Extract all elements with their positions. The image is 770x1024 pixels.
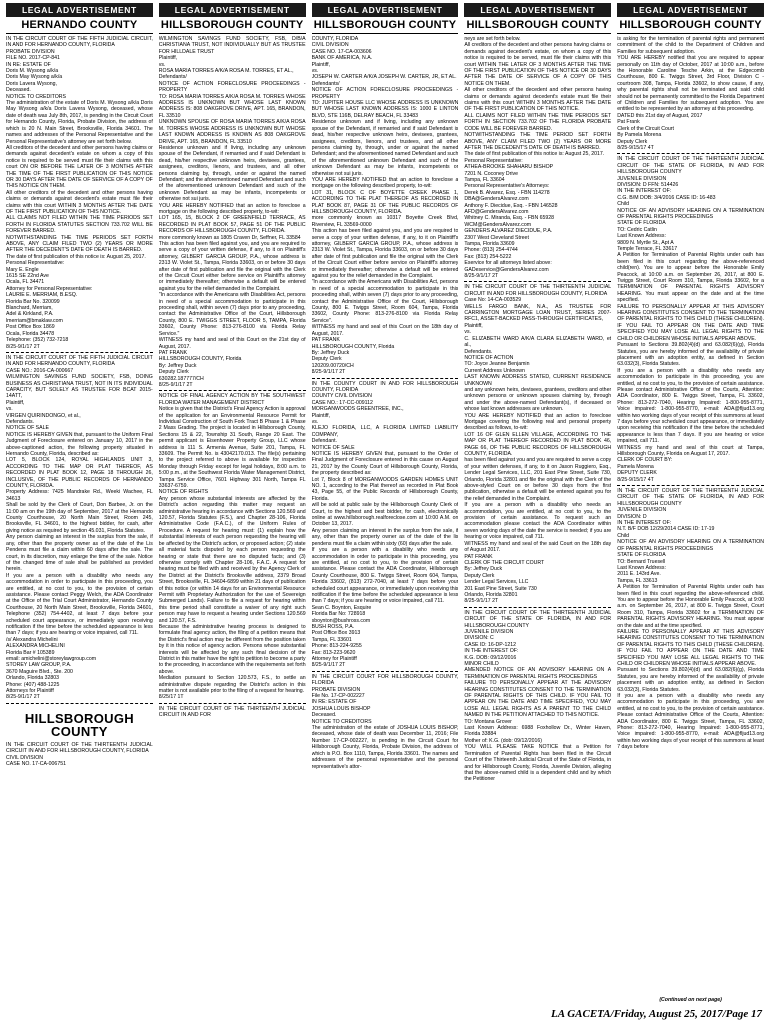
column-header: LEGAL ADVERTISEMENT [6, 3, 153, 17]
notice-text: IN THE CIRCUIT COURT FOR HILLSBOROUGH COUNTY, FLORIDA PROBATE DIVISION File No. 17-CP-002227 IN RE: ESTATE OF JOSHUA LOUIS BISHOP Deceased. NOTICE TO CREDITORS The administration of the estate of JOSHUA LOUIS BISHOP, deceased, whose date of death was December 11, 2016; File Number 17-CP-002227, is pending in the Circuit Court for Hillsborough County, Florida, Probate Division, the address of which is P.O. Box 1110, Tampa, Florida 33601. The names and addresses of the personal representative and the personal representative's attor- [311, 673, 459, 770]
notice-separator [6, 352, 153, 353]
county-banner: HILLSBOROUGH COUNTY [24, 710, 134, 739]
notice-text: IN THE COUNTY COURT IN AND FOR HILLSBOROUGH COUNTY, FLORIDA COUNTY CIVIL DIVISION CASE NO.: 17-CC-009112 MORGANWOODS GREENTREE, INC., Plaintiff, vs. KLEJO FLORIDA, LLC, A FLORIDA LIMITED LIABILITY COMPANY, Defendant. NOTICE OF SALE NOTICE IS HEREBY GIVEN that, pursuant to the Order of Final Judgment of Foreclosure entered in this cause on August 21, 2017 by the County Court of Hillsborough County, Florida, the property described as: Lot 7, Block 8 of MORGANWOODS GARDEN HOMES UNIT NO. 1, according to the Plat thereof as recorded in Plat Book 43, Page 55, of the Public Records of Hillsborough County, Florida. will be sold at public sale by the Hillsborough County Clerk of Court, to the highest and best bidder, for cash, electronically online at www.hillsborough.realforeclose.com at 10:00 A.M. on October 13, 2017. Any person claiming an interest in the surplus from the sale, if any, other than the property owner as of the date of the lis pendens must file a claim within sixty (60) days after the sale. If you are a person with a disability who needs any accommodation in order to participate in this proceeding, you are entitled, at no cost to you, to the provision of certain assistance. Please contact the ADA Coordinator, Hillsborough County Courthouse, 800 E. Twiggs Street, Room 604, Tampa, Florida 33602, (813) 272-7040, at least 7 days before your scheduled court appearance, or immediately upon receiving this notification if the time before the scheduled appearance is less than 7 days; if you are hearing or voice impaired, call 711. Sean C. Boynton, Esquire Florida Bar No: 728918 sboynton@bushross.com BUSH ROSS, P.A. Post Office Box 3913 Tampa, FL 33601 Phone: 813-224-9255 Fax: 813-223-9620 Attorney for Plaintiff 8/25-9/1/17 2T [311, 380, 459, 669]
legal-notice [617, 156, 764, 483]
notice-text: IN THE CIRCUIT COURT OF THE THIRTEENTH JUDICIAL CIRCUIT OF THE STATE OF FLORIDA, IN AND FOR HILLSBOROUGH COUNTY JUVENILE DIVISION DIVISION: D FFN: 514426 IN THE INTEREST OF: C.G. B/M DOB: 3/4/2016 CASE ID: 16-483 Child NOTICE OF AN ADVISORY HEARING ON A TERMINATION OF PARENTAL RIGHTS PROCEEDINGS STATE OF FLORIDA TO: Cedric Catlin Last Known Address: 9809 N. Myrtle St., Apt A Temple Terrace, FL 33617 A Petition for Termination of Parental Rights under oath has been filed in this court regarding the above-referenced child(ren). You are to appear before the Honorable Emily Peacock, at 10:00 a.m. on September 26, 2017, at 800 E. Twiggs Street, Court Room 310, Tampa, Florida 33602, for a TERMINATION OF PARENTAL RIGHTS ADVISORY HEARING. You must appear on the date and at the time specified. FAILURE TO PERSONALLY APPEAR AT THIS ADVISORY HEARING CONSTITUTES CONSENT TO THE TERMINATION OF PARENTAL RIGHTS TO THIS CHILD (THESE CHILDREN). IF YOU FAIL TO APPEAR ON THE DATE AND TIME SPECIFIED YOU MAY LOSE ALL LEGAL RIGHTS TO THE CHILD OR CHILDREN WHOSE INITIALS APPEAR ABOVE. Pursuant to Sections 39.802(4)(d) and 63.082(6)(g), Florida Statutes, you are hereby informed of the availability of private placement with an adoption entity, as defined in Section 63.032(3), Florida Statutes. If you are a person with a disability who needs any accommodation to participate in this proceeding, you are entitled, at no cost to you, to the provision of certain assistance. Please contact Administrative Office of the Courts, Attention: ADA Coordinator, 800 E. Twiggs Street, Tampa, FL 33602, Phone: 813-272-7040, Hearing Impaired: 1-800-955-8771, Voice impaired: 1-800-955-8770, e-mail: ADA@fljud13.org within two working days of your receipt of this summons at least 7 days before your scheduled court appearance, or immediately upon receiving this notification if the time before the scheduled appearance is less than 7 days. If you are hearing or voice impaired, call 711. WITNESS my hand and seal of this court at Tampa, Hillsborough County, Florida on August 17, 2017. CLERK OF COURT BY: Pamela Morena DEPUTY CLERK 8/25-9/15/17 4T [617, 156, 764, 483]
column-1 [6, 3, 153, 1003]
notice-text: IN THE CIRCUIT COURT OF THE THIRTEENTH JUDICIAL CIRCUIT IN AND FOR HILLSBOROUGH COUNTY, FLORIDA Case No: 14-CA-003529 WELLS FARGO BANK, N.A., AS TRUSTEE FOR CARRINGTON MORTGAGE LOAN TRUST, SERIES 2007-RFC1, ASSET-BACKED PASS-THROUGH CERTIFICATES, Plaintiff, vs. C. ELIZABETH WARD A/K/A CLARA ELIZABETH WARD, et al., Defendants. NOTICE OF ACTION TO: Joyce Jeanne Benjamin Current Address Unknown LAST KNOWN ADDRESS STATED, CURRENT RESIDENCE UNKNOWN and any unknown heirs, devisees, grantees, creditors and other unknown persons or unknown spouses claiming by, through and under the above-named Defendant(s), if deceased or whose last known addresses are unknown. YOU ARE HEREBY NOTIFIED that an action to foreclose Mortgage covering the following real and personal property described as follows, to-wit: LOT 16 OF GLEN ELLEN VILLAGE, ACCORDING TO THE MAP OR PLAT THEREOF RECORDED IN PLAT BOOK 46, PAGE 66, OF THE PUBLIC RECORDS OF HILLSBOROUGH COUNTY, FLORIDA. has been filed against you and you are required to serve a copy of your written defenses, if any, to it on Jason Ruggiero, Esq., Lender Legal Services, LLC, 201 East Pine Street, Suite 730, Orlando, Florida 32801 and file the original with the Clerk of the above-styled Court on or before 30 days from the first publication, otherwise a default will be entered against you for the relief demanded in the Complaint. If you are a person with a disability who needs an accommodation, you are entitled, at no cost to you, to the provision of certain assistance. To request such an accommodation please contact the ADA Coordinator within seven working days of the date the service is needed; if you are hearing or voice impaired, call 711. WITNESS my hand and seal of the said Court on the 18th day of August 2017. PAT FRANK CLERK OF THE CIRCUIT COURT By: Jeffrey Duck Deputy Clerk Lender Legal Services, LLC 201 East Pine Street, Suite 730 Orlando, Florida 32801 8/25-9/1/17 2T [464, 284, 612, 605]
divider [6, 33, 153, 34]
notice-text: NOTICE OF FINAL AGENCY ACTION BY THE SOUTHWEST FLORIDA WATER MANAGEMENT DISTRICT Notice is given that the District's Final Agency Action is approval of the application for an Environmental Resource Permit for Individual Construction of South Fork Tract B Phase 1 & Phase 2 Mass Grading. The project is located in Hillsborough County, Sections 15 & 22, Township 31 South, Range 20 East. The permit applicant is Eisenhower Property Group, LLC whose address is 111 S. Armenia Avenue, Suite 201, Tampa, FL 33609. The Permit No. is 43042170.013. The file(s) pertaining to the project referred to above is available for inspection Monday through Friday except for legal holidays, 8:00 a.m. to 5:00 p.m., at the Southwest Florida Water Management District, Tampa Service Office, 7601 Highway 301 North, Tampa FL 33637-6759. NOTICE OF RIGHTS Any person whose substantial interests are affected by the District's action regarding this matter may request an administrative hearing in accordance with Sections 120.569 and 120.57, Florida Statutes (F.S.), and Chapter 28-106, Florida Administrative Code (F.A.C.), of the Uniform Rules of Procedure. A request for hearing must: (1) explain how the substantial interests of each person requesting the hearing will be affected by the District's action, or proposed action; (2) state all material facts disputed by each person requesting the hearing or state that there are no disputed facts; and (3) otherwise comply with Chapter 28-106, F.A.C. A request for hearing must be filed with and received by the Agency Clerk of the District at the District's Brooksville address, 2379 Broad Street, Brooksville, FL 34604-6899 within 21 days of publication of this notice (or within 14 days for an Environmental Resource Permit with Proprietary Authorization for the use of Sovereign Submerged Lands). Failure to file a request for hearing within this time period shall constitute a waiver of any right such person may have to request a hearing under Sections 120.569 and 120.57, F.S. Because the administrative hearing process is designed to formulate final agency action, the filing of a petition means that the District's final action may be different from the position taken by it in this notice of agency action. Persons whose substantial interests will be affected by any such final decision of the District in this matter have the right to petition to become a party to the proceeding, in accordance with the requirements set forth above. Mediation pursuant to Section 120.573, F.S., to settle an administrative dispute regarding the District's action in this matter is not available prior to the filing of a request for hearing. 8/25/17 1T [158, 393, 306, 701]
legal-notice [6, 355, 153, 701]
legal-notice [159, 393, 306, 701]
county-heading: HERNANDO COUNTY [21, 19, 138, 31]
county-heading: HILLSBOROUGH COUNTY [619, 19, 762, 31]
notice-text: COUNTY, FLORIDA CIVIL DIVISION CASE NO. 17-CA-003606 BANK OF AMERICA, N.A. Plaintiff, vs. JOSEPH W. CARTER A/K/A JOSEPH W. CARTER, JR, ET AL. Defendants/ NOTICE OF ACTION FORECLOSURE PROCEEDINGS - PROPERTY TO: JUPITER HOUSE LLC WHOSE ADDRESS IS UNKNOWN BUT WHOSE LAST KNOWN ADDRESS IS: 1000 E LINTON BLVD, STE 116B, DELRAY BEACH, FL 33483 Residence unknown and if living, including any unknown spouse of the Defendant, if remarried and if said Defendant is dead, his/her respective unknown heirs, devisees, grantees, assignees, creditors, lienors, and trustees, and all other persons claiming by, through, under or against the named Defendant; and the aforementioned named Defendant and such of the aforementioned unknown Defendant and such of the unknown Defendant as may be infants, incompetents or otherwise not sui juris. YOU ARE HEREBY NOTIFIED that an action to foreclose a mortgage on the following described property, to-wit: LOT 31, BLOCK C OF BOYETTE CREEK PHASE 1, ACCORDING TO THE PLAT THEREOF AS RECORDED IN PLAT BOOK 87, PAGE 31 OF THE PUBLIC RECORDS OF HILLSBOROUGH COUNTY, FLORIDA. more commonly known as 10317 Boyette Creek Blvd, Riverview, FL 33569-0000 This action has been filed against you, and you are required to serve a copy of your written defense, if any, to it on Plaintiff's attorney, GILBERT GARCIA GROUP, P.A., whose address is 2313 W. Violet St., Tampa, Florida 33603, on or before 30 days after date of first publication and file the original with the Clerk of the Circuit Court either before service on Plaintiff's attorney or immediately thereafter; otherwise a default will be entered against you for the relief demanded in the Complaint. "In accordance with the Americans with Disabilities Act, persons in need of a special accommodation to participate in this proceeding shall, within seven (7) days prior to any proceeding, contact the Administrative Office of the Court, Hillsborough County, 800 E. Twiggs Street, Room 604, Tampa, Florida 33602, County Phone: 813-276-8100 via Florida Relay Service". WITNESS my hand and seal of this Court on the 18th day of August, 2017. PAT FRANK HILLSBOROUGH COUNTY, Florida By: Jeffrey Duck Deputy Clerk 120209.00720/CH 8/25-9/1/17 2T [311, 36, 459, 376]
notice-text: IN THE CIRCUIT COURT OF THE THIRTEENTH JUDICIAL CIRCUIT IN AND FOR HILLSBOROUGH COUNTY, FLORIDA CIVIL DIVISION CASE NO. 17-CA-006751 [6, 741, 153, 768]
column-3 [312, 3, 459, 1003]
county-heading: HILLSBOROUGH COUNTY [160, 19, 304, 31]
legal-notice [312, 674, 459, 770]
legal-notice [617, 36, 764, 151]
page-footer: LA GACETA/Friday, August 25, 2017/Page 17 [551, 1008, 762, 1020]
divider [464, 33, 611, 34]
notice-separator [617, 153, 764, 154]
county-heading: HILLSBOROUGH COUNTY [313, 19, 457, 31]
notice-text: WILMINGTON SAVINGS FUND SOCIETY, FSB, D/B/A CHRISTIANA TRUST, NOT INDIVIDUALLY BUT AS TRUSTEE FOR HILLDALE TRUST Plaintiff, vs. ROSA MARIA TORRES A/K/A ROSA M. TORRES, ET AL., Defendants/ NOTICE OF ACTION FORECLOSURE PROCEEDINGS - PROPERTY TO: ROSA MARIA TORRES A/K/A ROSA M. TORRES WHOSE ADDRESS IS UNKNOWN BUT WHOSE LAST KNOWN ADDRESS IS: 808 OAKGROVE DRIVE, APT. 165, BRANDON, FL 33510 UNKNOWN SPOUSE OF ROSA MARIA TORRES A/K/A ROSA M. TORRES WHOSE ADDRESS IS UNKNOWN BUT WHOSE LAST KNOWN ADDRESS IS KNOWN AS 808 OAKGROVE DRIVE, APT. 165, BRANDON, FL 33510 Residence unknown and if living, including any unknown spouse of the Defendant, if remarried and if said Defendant is dead, his/her respective unknown heirs, devisees, grantees, assignees, creditors, lienors, and trustees, and all other persons claiming by, through, under or against the named Defendant; and the aforementioned named Defendant and such of the aforementioned unknown Defendant and such of the unknown Defendant as may be infants, incompetents or otherwise not sui juris. YOU ARE HEREBY NOTIFIED that an action to foreclose a mortgage on the following described property, to-wit: LOT 165, 15, BLOCK 2 OF GREENFIELD TERRACE, AS RECORDED IN PLAT BOOK 57, PAGE 51 OF THE PUBLIC RECORDS OF HILLSBOROUGH COUNTY, FLORIDA. more commonly known as 1805 Craven Dr, Seffner, FL 33584 This action has been filed against you, and you are required to serve a copy of your written defense, if any, to it on Plaintiff's attorney, GILBERT GARCIA GROUP, P.A., whose address is 2313 W. Violet St., Tampa, Florida 33603, on or before 30 days after date of first publication and file the original with the Clerk of the Circuit Court either before service on Plaintiff's attorney or immediately thereafter; otherwise a default will be entered against you for the relief demanded in the Complaint. "In accordance with the Americans with Disabilities Act, persons in need of a special accommodation to participate in this proceeding shall, within seven (7) days prior to any proceeding, contact the Administrative Office of the Court, Hillsborough County, 800 E. TWIGGS STREET, FLOOR 5, TAMPA, Florida 33602, County Phone: 813-276-8100 via Florida Relay Service." WITNESS my hand and seal of this Court on the 21st day of August, 2017. PAT FRANK HILLSBOROUGH COUNTY, Florida By: Jeffrey Duck Deputy Clerk 630282.187777/CH 8/25-9/1/17 2T [158, 36, 306, 388]
notice-text: IN THE CIRCUIT COURT OF THE FIFTH JUDICIAL CIRCUIT IN AND FOR HERNANDO COUNTY, FLORIDA CASE NO.: 2016-CA-000667 WILMINGTON SAVINGS FUND SOCIETY, FSB, DOING BUSINESS AS CHRISTIANA TRUST, NOT IN ITS INDIVIDUAL CAPACITY, BUT SOLELY AS TRUSTEE FOR BCAT 2015-14ATT, Plaintiff, vs. VIRGEN QUIRINDONGO, et al., Defendants. NOTICE OF SALE NOTICE IS HEREBY GIVEN that, pursuant to the Uniform Final Judgment of Foreclosure entered on January 10, 2017 in the above-captioned action, the following property situated in Hernando County, Florida, described as: LOT 5, BLOCK 124, ROYAL HIGHLANDS UNIT 3, ACCORDING TO THE MAP OR PLAT THEREOF, AS RECORDED IN PLAT BOOK 12, PAGE 18 THROUGH 26, INCLUSIVE, OF THE PUBLIC RECORDS OF HERNANDO COUNTY, FLORIDA. Property Address: 7425 Mandrake Rd., Weeki Wachee, FL 34613 Shall be sold by the Clerk of Court, Don Barbee, Jr. on the 11:00 am on the 19th day of September, 2017 at the Hernando County Courthouse, 20 North Main Street, Room 245, Brooksville, FL 34601, to the highest bidder, for cash, after giving notice as required by section 45.031, Florida Statutes. Any person claiming an interest in the surplus from the sale, if any, other than the property owner as of the date of the Lis Pendens must file a claim within 60 days after the sale. The court, in its discretion, may enlarge the time of the sale. Notice of the changed time of sale shall be published as provided herein. If you are a person with a disability who needs any accommodation in order to participate in this proceeding, you are entitled, at no cost to you, to the provision of certain assistance. Please contact Peggy Welch, the ADA Coordinator at the Office of the Trial Court Administrator, Hernando County Courthouse, 20 North Main Street, Brooksville, Florida 34601, Telephone (352) 754-4402, at least 7 days before your scheduled court appearance, or immediately upon receiving notification if the time before the scheduled appearance is less than 7 days; if you are hearing or voice impaired, call 711. /s/ Alexandra Michelini ALEXANDRA MICHELINI Florida Bar # 105389 email: amichelini@storeylawgroup.com STOREY LAW GROUP, P.A. 3670 Maguire Blvd., Ste. 200 Orlando, Florida 32803 Phone: (407) 488-1225 Attorneys for Plaintiff 8/25-9/1/17 2T [6, 354, 153, 701]
column-header: LEGAL ADVERTISEMENT [312, 3, 459, 17]
legal-notice [464, 610, 611, 783]
notice-separator [312, 671, 459, 672]
legal-notice [464, 36, 611, 279]
column-5 [617, 3, 764, 1003]
legal-notice [6, 742, 153, 768]
continued-note: (Continued on next page) [617, 997, 764, 1003]
divider [312, 33, 459, 34]
legal-notice [464, 284, 611, 604]
divider [617, 33, 764, 34]
notice-separator [159, 390, 306, 391]
notice-separator [464, 281, 611, 282]
legal-notice [6, 36, 153, 350]
notice-text: IN THE CIRCUIT COURT OF THE FIFTH JUDICIAL CIRCUIT, IN AND FOR HERNANDO COUNTY, FLORIDA PROBATE DIVISION FILE NO. 2017-CP-841 IN RE: ESTATE OF Doris M. Wysong a/k/a Doris May Wysong a/k/a Doris Lavera Wysong, Deceased. NOTICE TO CREDITORS The administration of the estate of Doris M. Wysong a/k/a Doris May Wysong a/k/a Doris Lavera Wysong, deceased, whose date of death was July 8th, 2017, is pending in the Circuit Court for Hernando County, Florida, Probate Division, the address of which is 20 N. Main Street, Brooksville, Florida 34601. The names and addresses of the Personal Representative and the Personal Representative's attorney are set forth below. All creditors of the decedent and other persons having claims or demands against decedent's estate on whom a copy of this notice is required to be served must file their claims with this court ON OR BEFORE THE LATER OF 3 MONTHS AFTER THE TIME OF THE FIRST PUBLICATION OF THIS NOTICE OR 30 DAYS AFTER THE DATE OF SERVICE OF A COPY OF THIS NOTICE ON THEM. All other creditors of the decedent and other persons having claims or demands against decedent's estate must file their claims with this court WITHIN 3 MONTHS AFTER THE DATE OF THE FIRST PUBLICATION OF THIS NOTICE. ALL CLAIMS NOT FILED WITHIN THE TIME PERIODS SET FORTH IN FLORIDA STATUTES SECTION 733.702 WILL BE FOREVER BARRED. NOTWITHSTANDING THE TIME PERIODS SET FORTH ABOVE, ANY CLAIM FILED TWO (2) YEARS OR MORE AFTER THE DECEDENT'S DATE OF DEATH IS BARRED. The date of first publication of this notice is: August 25, 2017. Personal Representative: Mary E. Engle 1615 SE 22nd Ave Ocala, FL 34471 Attorney for Personal Representative: LAURIE E. MERRIAM, B.ESQ. Florida Bar No. 320099 Blanchard, Merriam, Adel & Kirkland, P.A. lmerriam@bmaklaw.com Post Office Box 1869 Ocala, Florida 34478 Telephone: (352) 732-7218 8/25-9/1/17 2T [6, 36, 153, 350]
legal-notice [159, 706, 306, 719]
legal-notice [312, 381, 459, 669]
column-header: LEGAL ADVERTISEMENT [464, 3, 611, 17]
legal-notice [159, 36, 306, 388]
notice-separator [464, 607, 611, 608]
county-heading: HILLSBOROUGH COUNTY [466, 19, 610, 31]
column-4 [464, 3, 611, 1003]
notice-separator [6, 703, 153, 704]
column-2 [159, 3, 306, 1003]
notice-text: IN THE CIRCUIT COURT OF THE THIRTEENTH JUDICIAL CIRCUIT IN AND FOR [158, 705, 306, 719]
notice-separator [312, 378, 459, 379]
notice-separator [159, 703, 306, 704]
notice-separator [617, 485, 764, 486]
column-header: LEGAL ADVERTISEMENT [617, 3, 764, 17]
notice-text: IN THE CIRCUIT COURT OF THE THIRTEENTH JUDICIAL CIRCUIT OF THE STATE OF FLORIDA, IN AND FOR HILLSBOROUGH COUNTY JUVENILE DIVISION DIVISION: C CASE ID: 16-DP-1212 IN THE INTEREST OF: K.G. DOB: 09/12/2016 MINOR CHILD AMENDED NOTICE OF AN ADVISORY HEARING ON A TERMINATION OF PARENTAL RIGHTS PROCEEDINGS FAILURE TO PERSONALLY APPEAR AT THE ADVISORY HEARING CONSTITUTES CONSENT TO THE TERMINATION OF PARENTAL RIGHTS OF THIS CHILD. IF YOU FAIL TO APPEAR ON THE DATE AND TIME SPECIFIED, YOU MAY LOSE ALL LEGAL RIGHTS AS A PARENT TO THE CHILD NAMED IN THE PETITION ATTACHED TO THIS NOTICE. TO: Montana Grover Last Known Address: 6988 Foxhollow Dr., Winter Haven, Florida 33884 Mother of: K.G. (dob: 09/12/2016) YOU WILL PLEASE TAKE NOTICE that a Petition for Termination of Parental Rights has been filed in the Circuit Court of the Thirteenth Judicial Circuit of the State of Florida, in and for Hillsborough County, Florida, Juvenile Division, alleging that the above-named child is a dependent child and by which the Petitioner [464, 609, 612, 783]
legal-notice [312, 36, 459, 376]
notice-text: IN THE CIRCUIT COURT OF THE THIRTEENTH JUDICIAL CIRCUIT OF THE STATE OF FLORIDA, IN AND FOR HILLSBOROUGH COUNTY JUVENILE DIVISION DIVISION: D IN THE INTEREST OF: N.T. B/F DOB 12/29/2014 CASE ID: 17-19 Child NOTICE OF AN ADVISORY HEARING ON A TERMINATION OF PARENTAL RIGHTS PROCEEDINGS STATE OF FLORIDA TO: Bernard Truesell Last Known Address: 2011 E. 143rd Ave. Tampa, FL 33613 A Petition for Termination of Parental Rights under oath has been filed in this court regarding the above-referenced child. You are to appear before the Honorable Emily Peacock, at 9:00 a.m. on September 26, 2017, at 800 E. Twiggs Street, Court Room 310, Tampa, Florida 33602 for a TERMINATION OF PARENTAL RIGHTS ADVISORY HEARING. You must appear on the date and at the time specified. FAILURE TO PERSONALLY APPEAR AT THIS ADVISORY HEARING CONSTITUTES CONSENT TO THE TERMINATION OF PARENTAL RIGHTS TO THIS CHILD (THESE CHILDREN). IF YOU FAIL TO APPEAR ON THE DATE AND TIME SPECIFIED YOU MAY LOSE ALL LEGAL RIGHTS TO THE CHILD OR CHILDREN WHOSE INITIALS APPEAR ABOVE. Pursuant to Sections 39.802(4)(d) and 63.082(6)(g), Florida Statutes, you are hereby informed of the availability of private placement with an adoption entity, as defined in Section 63.032(3), Florida Statutes. If you are a person with a disability who needs any accommodation to participate in this proceeding, you are entitled, at no cost to you, to the provision of certain assistance. Please contact Administrative Office of the Courts, Attention: ADA Coordinator, 800 E. Twiggs Street, Tampa, FL 33602, Phone: 813-272-7040, Hearing Impaired: 1-800-955-8771, Voice impaired: 1-800-955-8770, e-mail: ADA@fljud13.org within two working days of your receipt of this summons at least 7 days before [617, 488, 764, 751]
notice-text: is asking for the termination of parental rights and permanent commitment of the child to the Department of Children and Families for subsequent adoption. YOU ARE HEREBY notified that you are required to appear personally on 11th day of October, 2017 at 10:00 a.m., before the Honorable Caroline Tesche Arkin, at the Edgecomb Courthouse, 800 E. Twiggs Street, 3rd Floor, Division C - courtroom 308, Tampa, Florida 33602, to show cause, if any, why parental rights shall not be terminated and said child should not be permanently committed to the Florida Department of Children and Families for subsequent adoption. You are entitled to be represented by an attorney at this proceeding. DATED this 21st day of August, 2017 Pat Frank Clerk of the Circuit Court By Pamela Morena Deputy Clerk 8/25-9/15/17 4T [617, 36, 764, 151]
legal-notice [617, 488, 764, 751]
column-header: LEGAL ADVERTISEMENT [159, 3, 306, 17]
notice-text: neys are set forth below. All creditors of the decedent and other persons having claims or demands against decedent's estate, on whom a copy of this notice is required to be served, must file their claims with this court WITHIN THE LATER OF 3 MONTHS AFTER THE TIME OF THE FIRST PUBLICATION OF THIS NOTICE OR 30 DAYS AFTER THE DATE OF SERVICE OF A COPY OF THIS NOTICE ON THEM. All other creditors of the decedent and other persons having claims or demands against decedent's estate must file their claims with this court WITHIN 3 MONTHS AFTER THE DATE OF THE FIRST PUBLICATION OF THIS NOTICE. ALL CLAIMS NOT FILED WITHIN THE TIME PERIODS SET FORTH IN SECTION 733.702 OF THE FLORIDA PROBATE CODE WILL BE FOREVER BARRED. NOTWITHSTANDING THE TIME PERIOD SET FORTH ABOVE, ANY CLAIM FILED TWO (2) YEARS OR MORE AFTER THE DECEDENT'S DATE OF DEATH IS BARRED. The date of first publication of this notice is: August 25, 2017. Personal Representative: ATHEA-BROOKE SHAHARU BISHOP 7201 N. Coconey Drive Tampa, FL 33604 Personal Representative's Attorneys: Derek B. Alvarez, Esq. - FBN 114278 DBA@GendersAlvarez.com Anthony F. Diecidue, Esq. - FBN 146528 AFD@GendersAlvarez.com Whitney C. Miranda, Esq. - FBN 65928 WCM@GendersAlvarez.com GENDERS ALVAREZ DIECIDUE, P.A. 2307 West Cleveland Street Tampa, Florida 33609 Phone: (813) 254-4744 Fax: (813) 254-5222 Eservice for all attorneys listed above: GADeservice@GendersAlvarez.com 8/25-9/1/17 2T [464, 36, 612, 280]
divider [159, 33, 306, 34]
columns [6, 3, 764, 1003]
